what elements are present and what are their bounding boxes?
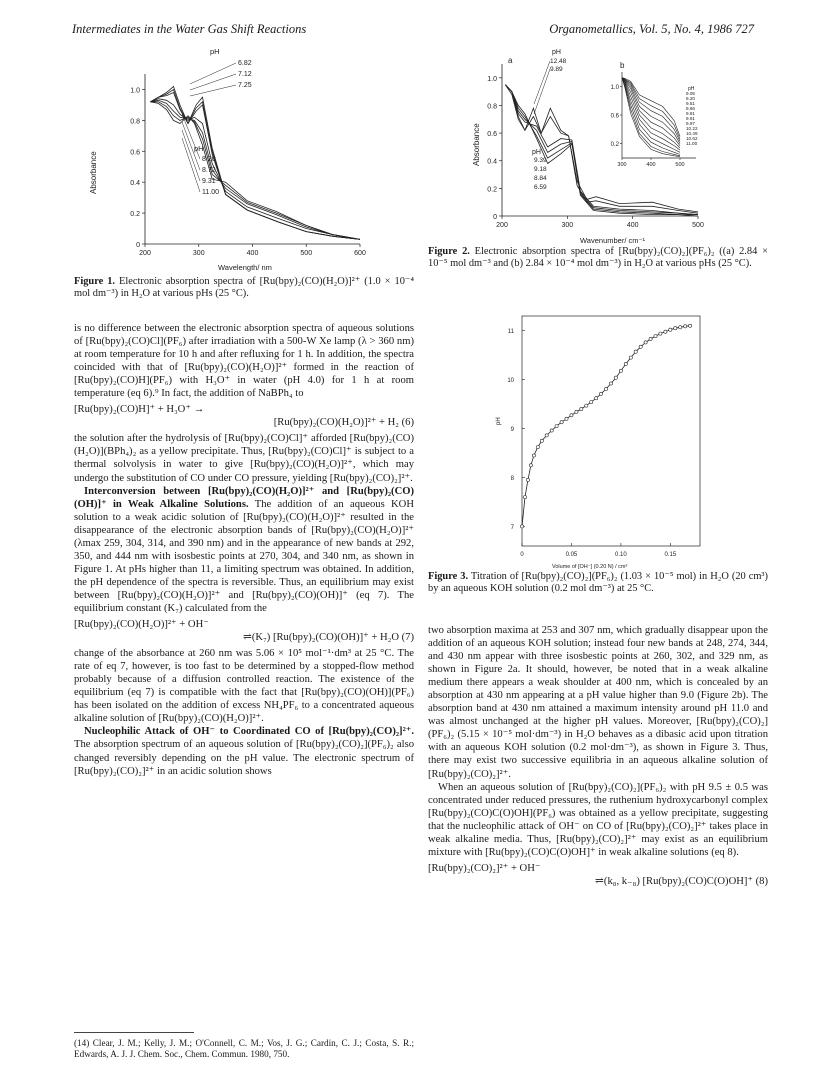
figure-3-xlabel: Volume of [OH⁻] (0.20 N) / cm³ xyxy=(552,564,628,570)
ph-leader-line xyxy=(190,63,236,84)
titration-data-point xyxy=(689,324,692,327)
x-tick-label: 200 xyxy=(496,222,508,229)
y-tick-label: 0 xyxy=(493,214,497,221)
ph-leader-line xyxy=(534,61,550,104)
right-column-body xyxy=(428,624,768,891)
titration-data-point xyxy=(545,434,548,437)
y-tick-label: 0.8 xyxy=(487,103,497,111)
ph-value-label: 9.89 xyxy=(550,66,563,73)
figure-1-caption-label: Figure 1. xyxy=(74,276,116,287)
titration-data-point xyxy=(674,327,677,330)
titration-data-point xyxy=(614,376,617,379)
figure-2-panel-b: b xyxy=(620,61,625,70)
titration-data-point xyxy=(575,410,578,413)
figure-2-caption xyxy=(428,246,768,270)
running-header-journal: Organometallics, Vol. 5, No. 4, 1986 727 xyxy=(549,22,754,36)
figure-1-chart xyxy=(90,44,390,272)
ph-value-label: 9.39 xyxy=(534,157,547,164)
figure-3-caption-text: Titration of [Ru(bpy)₂(CO)₂](PF₆)₂ (1.03 × 10⁻⁵ mol) in H₂O (20 cm³) by an aqueous KOH solution (0.2 mol dm⁻³) at 25 °C. xyxy=(428,571,768,595)
titration-data-point xyxy=(580,407,583,410)
equation-8-line-1: [Ru(bpy)₂(CO)₂]²⁺ + OH⁻ xyxy=(428,862,541,874)
ph-value-label: 11.00 xyxy=(202,189,219,196)
titration-data-point xyxy=(590,401,593,404)
spectrum-curve xyxy=(150,86,360,239)
titration-data-point xyxy=(624,362,627,365)
x-tick-label: 0 xyxy=(520,552,524,558)
x-tick-label: 500 xyxy=(300,250,313,257)
x-tick-label: 200 xyxy=(139,250,151,257)
ph-leader-line xyxy=(190,74,236,90)
ph-value-label: 9.18 xyxy=(534,166,547,173)
inset-ph-value-label: 9.97 xyxy=(686,121,695,126)
y-tick-label: 0.4 xyxy=(487,158,497,166)
titration-data-point xyxy=(540,439,543,442)
ph-value-label: 12.48 xyxy=(550,58,567,65)
figure-3-ylabel: pH xyxy=(496,417,502,425)
section-text: The absorption spectrum of an aqueous solution of [Ru(bpy)₂(CO)₂](PF₆)₂ also changed reversibly depending on the pH value. The electronic spectrum of [Ru(bpy)₂(CO)₂]²⁺ in an acidic solution shows xyxy=(74,739,414,777)
inset-ph-value-label: 9.05 xyxy=(686,91,695,96)
titration-data-point xyxy=(555,425,558,428)
titration-curve xyxy=(522,326,690,527)
titration-data-point xyxy=(565,417,568,420)
titration-data-point xyxy=(619,369,622,372)
titration-data-point xyxy=(649,337,652,340)
x-tick-label: 600 xyxy=(354,250,366,257)
figure-2-inset-ph-label: pH xyxy=(688,86,695,92)
inset-ph-value-label: 10.49 xyxy=(686,131,698,136)
inset-y-tick-label: 0.2 xyxy=(610,142,619,149)
titration-data-point xyxy=(639,345,642,348)
section-paragraph xyxy=(74,485,414,615)
inset-ph-value-label: 9.81 xyxy=(686,111,695,116)
inset-x-tick-label: 400 xyxy=(646,162,656,168)
titration-data-point xyxy=(570,414,573,417)
spectrum-curve xyxy=(150,93,360,240)
section-paragraph xyxy=(74,725,414,777)
y-tick-label: 11 xyxy=(507,329,514,336)
titration-data-point xyxy=(654,335,657,338)
y-tick-label: 0.4 xyxy=(130,180,140,188)
titration-data-point xyxy=(523,496,526,499)
titration-data-point xyxy=(520,525,523,528)
equation-7-line-1: [Ru(bpy)₂(CO)(H₂O)]²⁺ + OH⁻ xyxy=(74,619,209,631)
y-tick-label: 10 xyxy=(507,378,514,385)
x-tick-label: 400 xyxy=(626,222,639,229)
figure-2-panel-a: a xyxy=(508,56,513,65)
equation-7-line-2: ⇌(K₇) [Ru(bpy)₂(CO)(OH)]⁺ + H₂O (7) xyxy=(243,632,414,644)
x-tick-label: 0.05 xyxy=(565,552,578,558)
titration-data-point xyxy=(532,454,535,457)
ph-leader-line xyxy=(190,85,236,96)
y-tick-label: 7 xyxy=(510,524,514,531)
y-tick-label: 9 xyxy=(510,427,514,434)
ph-value-label: 7.25 xyxy=(238,82,252,89)
ph-value-label: 6.59 xyxy=(534,184,547,191)
inset-x-tick-label: 500 xyxy=(675,162,685,168)
figure-3-caption xyxy=(428,571,768,595)
y-tick-label: 0.2 xyxy=(487,186,497,194)
figure-1-ph-label-bottom: pH xyxy=(194,144,204,153)
inset-ph-value-label: 9.66 xyxy=(686,106,695,111)
titration-data-point xyxy=(605,387,608,390)
spectrum-curve xyxy=(150,102,360,240)
section-text: The addition of an aqueous KOH solution to a weak acidic solution of [Ru(bpy)₂(CO)(H₂O)]²⁺ resulted in the disappearance of the electronic absorption bands of [Ru(bpy)₂(CO)(H₂O)]²⁺ (λmax 259, 304, 314, and 390 nm) and in the appearance of new bands at 292, 350, and 444 nm with isosbestic points at 270, 304, and 340 nm, as shown in Figure 1. At pHs higher than 11, a limiting spectrum was obtained. In addition, the pH dependence of the spectra is reversible. Thus, an equilibrium may exist between [Ru(bpy)₂(CO)(H₂O)]²⁺ and [Ru(bpy)₂(CO)(OH)]⁺ (eq 7). The equilibrium constant (K₇) calculated from the xyxy=(74,498,414,614)
y-tick-label: 0.6 xyxy=(487,131,497,139)
titration-data-point xyxy=(585,404,588,407)
titration-data-point xyxy=(536,446,539,449)
figure-1-xlabel: Wavelength/ nm xyxy=(218,263,272,272)
y-tick-label: 0.2 xyxy=(130,211,140,219)
left-column-body xyxy=(74,322,414,778)
ph-value-label: 8.84 xyxy=(534,175,547,182)
titration-data-point xyxy=(669,328,672,331)
figure-2-caption-label: Figure 2. xyxy=(428,246,470,257)
figure-2-chart xyxy=(470,44,710,244)
inset-ph-value-label: 9.51 xyxy=(686,101,695,106)
section-heading: Nucleophilic Attack of OH⁻ to Coordinated CO of [Ru(bpy)₂(CO)₂]²⁺. xyxy=(84,726,414,738)
x-tick-label: 0.10 xyxy=(615,552,627,558)
titration-data-point xyxy=(629,356,632,359)
figure-2-ph-label-bottom: pH xyxy=(532,149,541,156)
titration-data-point xyxy=(664,330,667,333)
titration-data-point xyxy=(560,421,563,424)
x-tick-label: 500 xyxy=(692,222,704,229)
figure-1-ph-label-top: pH xyxy=(210,47,220,56)
inset-ph-value-label: 9.91 xyxy=(686,116,695,121)
titration-data-point xyxy=(529,464,532,467)
equation-6 xyxy=(74,403,414,429)
titration-data-point xyxy=(644,341,647,344)
titration-data-point xyxy=(634,350,637,353)
figure-1-caption-text: Electronic absorption spectra of [Ru(bpy)₂(CO)(H₂O)]²⁺ (1.0 × 10⁻⁴ mol dm⁻³) in H₂O at various pHs (25 °C). xyxy=(74,276,415,300)
spectrum-curve xyxy=(150,102,360,240)
paragraph: two absorption maxima at 253 and 307 nm, which gradually disappear upon the addition of an aqueous KOH solution; instead four new bands at 248, 274, 344, and 430 nm appear with three isosbestic points at 260, 302, and 329 nm, as shown in Figure 2a. It should, however, be noted that in a weak alkaline medium there appears a weak shoulder at 400 nm, which is concealed by an absorption at 430 nm appearing at a pH value higher than 9.0 (Figure 2b). The absorption band at 430 nm attained a maximum intensity around pH 11.0 and was almost unchanged at the higher pH values. Moreover, [Ru(bpy)₂(CO)₂](PF₆)₂ (5.15 × 10⁻⁵ mol·dm⁻³) in H₂O behaves as a dibasic acid upon titration with an aqueous KOH solution (0.2 mol·dm⁻³), as shown in Figure 3. Thus, there may exist two successive equilibria in an aqueous alkaline solution of [Ru(bpy)₂(CO)₂]²⁺. xyxy=(428,625,768,780)
paragraph: the solution after the hydrolysis of [Ru(bpy)₂(CO)Cl]⁺ afforded [Ru(bpy)₂(CO)(H₂O)](BPh₄)₂ as a yellow precipitate. Thus, [Ru(bpy)₂(CO)Cl]⁺ is subject to a thermal solvolysis in water to give [Ru(bpy)₂(CO)(H₂O)]²⁺, which may undergo the substitution of CO under CO pressure, yielding [Ru(bpy)₂(CO)₂]²⁺. xyxy=(74,433,414,484)
spectrum-curve xyxy=(150,90,360,240)
x-tick-label: 0.15 xyxy=(664,552,677,558)
plot-frame xyxy=(522,316,700,546)
y-tick-label: 0.6 xyxy=(130,149,140,157)
paragraph: When an aqueous solution of [Ru(bpy)₂(CO)₂](PF₆)₂ with pH 9.5 ± 0.5 was concentrated under reduced pressures, the ruthenium hydroxycarbonyl complex [Ru(bpy)₂(CO)C(O)OH](PF₆) was obtained as a yellow precipitate, suggesting that the nucleophilic attack of OH⁻ on CO of [Ru(bpy)₂(CO)₂]²⁺ takes place in weak alkaline media. Thus, [Ru(bpy)₂(CO)₂]²⁺ may exist as an equilibrium mixture with [Ru(bpy)₂(CO)C(O)OH]⁺ in weak alkaline solutions (eq 8). xyxy=(428,781,768,858)
y-tick-label: 1.0 xyxy=(487,75,497,83)
ph-value-label: 8.20 xyxy=(202,156,216,163)
equation-8 xyxy=(428,862,768,888)
ph-value-label: 7.12 xyxy=(238,71,252,78)
y-tick-label: 8 xyxy=(510,475,514,482)
figure-2-ph-label-top: pH xyxy=(552,49,561,56)
inset-y-tick-label: 0.6 xyxy=(610,113,619,120)
figure-1-caption xyxy=(74,276,414,300)
inset-y-tick-label: 1.0 xyxy=(610,84,619,91)
figure-3-chart xyxy=(488,310,718,572)
section-heading: Interconversion between [Ru(bpy)₂(CO)(H₂O)]²⁺ and [Ru(bpy)₂(CO)(OH)]⁺ in Weak Alkaline Solutions. xyxy=(74,485,414,510)
ph-value-label: 9.31 xyxy=(202,178,216,185)
titration-data-point xyxy=(595,397,598,400)
inset-x-tick-label: 300 xyxy=(617,162,627,168)
inset-ph-value-label: 11.00 xyxy=(686,141,698,146)
titration-data-point xyxy=(659,332,662,335)
figure-2-caption-text: Electronic absorption spectra of [Ru(bpy)₂(CO)₂](PF₆)₂ ((a) 2.84 × 10⁻⁵ mol dm⁻³ and (b) 2.84 × 10⁻⁴ mol dm⁻³) in H₂O at various pHs (25 °C). xyxy=(428,246,768,270)
ph-leader-line xyxy=(534,69,550,114)
equation-6-line-2: [Ru(bpy)₂(CO)(H₂O)]²⁺ + H₂ (6) xyxy=(273,417,414,429)
titration-data-point xyxy=(526,478,529,481)
ph-value-label: 6.82 xyxy=(238,60,252,67)
x-tick-label: 300 xyxy=(561,222,574,229)
paragraph: change of the absorbance at 260 nm was 5.06 × 10⁵ mol⁻¹·dm³ at 25 °C. The rate of eq 7, however, is too fast to be determined by a stopped-flow method probably because of a diffusion controlled reaction. The existence of the equilibrium (eq 7) is compatible with the fact that [Ru(bpy)₂(CO)(OH)](PF₆) has been isolated on the addition of excess NH₄PF₆ to a concentrated aqueous alkaline solution of [Ru(bpy)₂(CO)(H₂O)]²⁺. xyxy=(74,648,414,725)
equation-8-line-2: ⇌(k₈, k₋₈) [Ru(bpy)₂(CO)C(O)OH]⁺ (8) xyxy=(595,875,768,887)
titration-data-point xyxy=(679,326,682,329)
inset-ph-value-label: 10.62 xyxy=(686,136,698,141)
titration-data-point xyxy=(600,392,603,395)
footnote: (14) Clear, J. M.; Kelly, J. M.; O'Connell, C. M.; Vos, J. G.; Cardin, C. J.; Costa, S. R.; Edwards, A. J. J. Chem. Soc., Chem. Commun. 1980, 750. xyxy=(74,1038,414,1059)
x-tick-label: 300 xyxy=(192,250,205,257)
figure-2-xlabel: Wavenumber/ cm⁻¹ xyxy=(580,236,645,245)
ph-value-label: 8.72 xyxy=(202,167,216,174)
equation-6-line-1: [Ru(bpy)₂(CO)H]⁺ + H₃O⁺ → xyxy=(74,404,205,416)
x-tick-label: 400 xyxy=(246,250,259,257)
y-tick-label: 0 xyxy=(136,242,140,249)
titration-data-point xyxy=(684,325,687,328)
y-tick-label: 0.8 xyxy=(130,118,140,126)
ph-leader-line xyxy=(182,130,200,181)
footnote-rule xyxy=(74,1032,194,1033)
paragraph: is no difference between the electronic absorption spectra of aqueous solutions of [Ru(bpy)₂(CO)Cl](PF₆) after irradiation with a 500-W Xe lamp (λ > 360 nm) at room temperature for 10 h and after refluxing for 1 h. In addition, the spectra coincided with that of [Ru(bpy)₂(CO)(H₂O)]²⁺ formed in the reaction of [Ru(bpy)₂(CO)H](PF₆) with H₃O⁺ in water (pH 4.0) for 1 h at room temperature (eq 6).⁹ In fact, the addition of NaBPh₄ to xyxy=(74,323,414,400)
y-tick-label: 1.0 xyxy=(130,87,140,95)
titration-data-point xyxy=(550,429,553,432)
equation-7 xyxy=(74,618,414,644)
running-header-title: Intermediates in the Water Gas Shift Reactions xyxy=(72,22,307,36)
inset-ph-value-label: 9.20 xyxy=(686,96,695,101)
titration-data-point xyxy=(609,382,612,385)
figure-2-ylabel: Absorbance xyxy=(472,123,481,166)
figure-1-ylabel: Absorbance xyxy=(89,151,98,194)
figure-3-caption-label: Figure 3. xyxy=(428,571,469,582)
inset-ph-value-label: 10.22 xyxy=(686,126,698,131)
